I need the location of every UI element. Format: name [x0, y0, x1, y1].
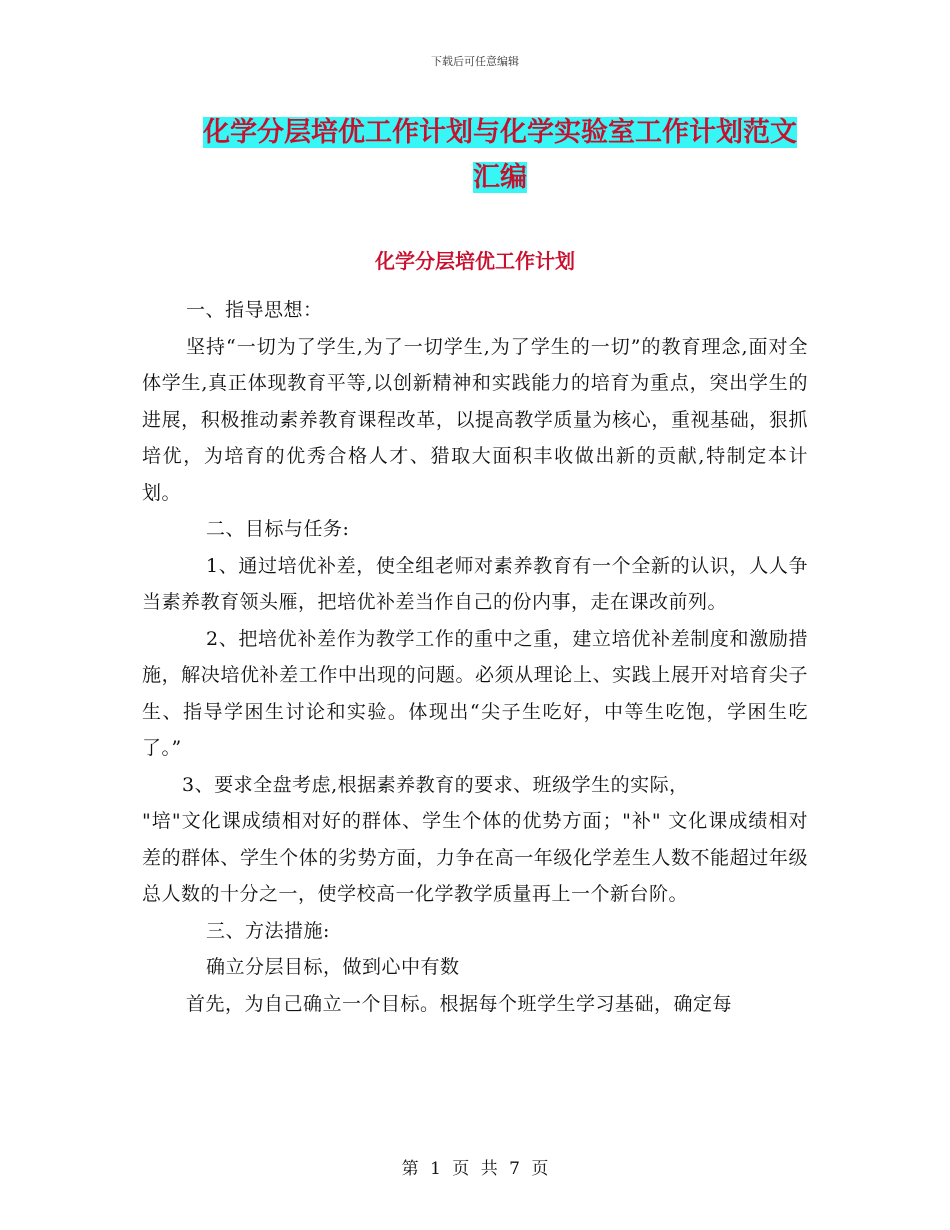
- subheading-layered-goals: 确立分层目标，做到心中有数: [206, 956, 460, 978]
- heading-goals-tasks: 二、目标与任务:: [206, 518, 350, 540]
- paragraph-goal-3: 3、要求全盘考虑,根据素养教育的要求、班级学生的实际，: [182, 773, 689, 796]
- page-footer: 第 1 页 共 7 页: [401, 1159, 549, 1179]
- paragraph-goal-1: 1、通过培优补差，使全组老师对素养教育有一个全新的认识，人人争当素养教育领头雁，把培优补差当作自己的份内事，走在课改前列。: [142, 554, 808, 613]
- document-body: [142, 292, 808, 1022]
- document-title-highlight: 化学分层培优工作计划与化学实验室工作计划范文汇编: [203, 117, 797, 193]
- heading-guiding-ideology: 一、指导思想：: [186, 299, 323, 321]
- heading-methods: 三、方法措施:: [206, 919, 330, 942]
- document-title: [190, 110, 810, 200]
- paragraph-guiding-ideology: 坚持“一切为了学生,为了一切学生,为了学生的一切”的教育理念,面对全体学生,真正体现教育平等,以创新精神和实践能力的培育为重点，突出学生的进展，积极推动素养教育课程改革，以提高教学质量为核心，重视基础，狠抓培优，为培育的优秀合格人才、猎取大面积丰收做出新的贡献,特制定本计划。: [142, 335, 808, 504]
- section-title: 化学分层培优工作计划: [375, 249, 575, 273]
- paragraph-first-step: 首先，为自己确立一个目标。根据每个班学生学习基础，确定每: [186, 992, 733, 1015]
- header-note: 下载后可任意编辑: [431, 55, 519, 68]
- paragraph-goal-3-continued: "培"文化课成绩相对好的群体、学生个体的优势方面；"补" 文化课成绩相对差的群体、学生个体的劣势方面，力争在高一年级化学差生人数不能超过年级总人数的十分之一，使学校高一化学教学质量再上一个新台阶。: [142, 810, 808, 905]
- paragraph-goal-2: 2、把培优补差作为教学工作的重中之重，建立培优补差制度和激励措施，解决培优补差工作中出现的问题。必须从理论上、实践上展开对培育尖子生、指导学困生讨论和实验。体现出“尖子生吃好，中等生吃饱，学困生吃了。”: [142, 627, 808, 759]
